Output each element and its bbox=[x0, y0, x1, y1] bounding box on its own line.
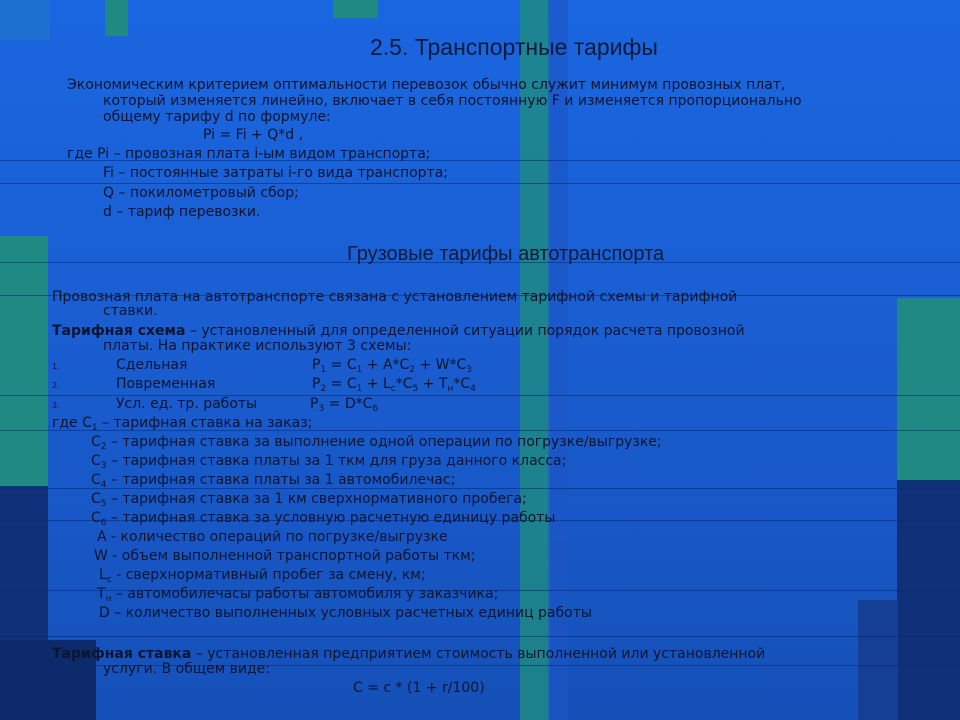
rate-definition bbox=[52, 647, 765, 661]
formula-text: = D*C bbox=[324, 396, 373, 412]
variable-definition bbox=[91, 434, 662, 452]
list-number: 3. bbox=[52, 401, 60, 410]
term-text: – установленный для определенной ситуации порядок расчета провозной bbox=[185, 323, 745, 339]
formula-subscript: 2 bbox=[320, 384, 327, 394]
formula-subscript: 1 bbox=[320, 365, 327, 375]
formula-text: *C bbox=[453, 376, 471, 392]
variable-symbol: C bbox=[91, 453, 101, 469]
variable-symbol: L bbox=[99, 567, 107, 583]
variable-symbol: C bbox=[91, 510, 101, 526]
scheme-name: Сдельная bbox=[116, 357, 188, 373]
formula-text: = C bbox=[326, 357, 357, 373]
variable-symbol: C bbox=[91, 491, 101, 507]
variable-symbol: W bbox=[94, 548, 108, 564]
list-number: 1. bbox=[52, 362, 60, 371]
definition-line: где Pi – провозная плата i-ым видом транспорта; bbox=[67, 146, 431, 162]
variable-description: – тарифная ставка платы за 1 автомобилечас; bbox=[106, 472, 456, 488]
variable-definition bbox=[97, 530, 448, 544]
formula-subscript: 6 bbox=[372, 404, 379, 414]
variable-definition bbox=[97, 586, 499, 604]
formula-text: *C bbox=[395, 376, 413, 392]
variable-symbol: C bbox=[91, 472, 101, 488]
variable-description: – автомобилечасы работы автомобиля у заказчика; bbox=[111, 586, 499, 602]
variable-description: - сверхнормативный пробег за смену, км; bbox=[111, 567, 426, 583]
formula-text: P bbox=[312, 357, 321, 373]
scheme-name: Повременная bbox=[116, 376, 216, 392]
variable-definition bbox=[91, 491, 527, 509]
formula-text: + W*C bbox=[415, 357, 467, 373]
variable-subscript: н bbox=[105, 594, 112, 604]
formula-text: P bbox=[312, 376, 321, 392]
variable-symbol: C bbox=[91, 434, 101, 450]
paragraph-line: Провозная плата на автотранспорте связана с установлением тарифной схемы и тарифной bbox=[52, 289, 738, 305]
formula-subscript: 1 bbox=[356, 384, 363, 394]
paragraph-line: ставки. bbox=[103, 303, 158, 319]
variable-subscript: 3 bbox=[100, 461, 107, 471]
variable-description: - количество операций по погрузке/выгрузке bbox=[106, 529, 448, 545]
rate-line2: услуги. В общем виде: bbox=[103, 661, 270, 677]
variable-definition bbox=[94, 549, 475, 563]
variable-subscript: 1 bbox=[91, 423, 98, 433]
scheme-formula bbox=[312, 376, 476, 394]
variable-subscript: 2 bbox=[100, 442, 107, 452]
formula-subscript: 4 bbox=[470, 384, 476, 394]
intro-line: который изменяется линейно, включает в себя постоянную F и изменяется пропорционально bbox=[103, 93, 802, 109]
variable-definition bbox=[52, 415, 313, 433]
variable-definition bbox=[99, 567, 426, 585]
scheme-formula bbox=[312, 357, 473, 375]
formula-text: + A*C bbox=[362, 357, 410, 373]
formula-subscript: 1 bbox=[356, 365, 363, 375]
list-number: 2. bbox=[52, 381, 60, 390]
formula-subscript: 3 bbox=[466, 365, 473, 375]
schema-definition bbox=[52, 324, 745, 338]
variable-subscript: c bbox=[106, 575, 112, 585]
variable-description: – тарифная ставка за условную расчетную единицу работы bbox=[106, 510, 556, 526]
variable-definition bbox=[91, 510, 556, 528]
formula-subscript: 5 bbox=[412, 384, 419, 394]
schema-line2: платы. На практике используют 3 схемы: bbox=[103, 338, 412, 354]
formula-text: P bbox=[310, 396, 319, 412]
section-subtitle: Грузовые тарифы автотранспорта bbox=[347, 243, 665, 265]
formula: Pi = Fi + Q*d , bbox=[203, 127, 304, 143]
variable-description: – тарифная ставка платы за 1 ткм для груза данного класса; bbox=[106, 453, 567, 469]
variable-description: - объем выполненной транспортной работы ткм; bbox=[107, 548, 476, 564]
variable-subscript: 4 bbox=[100, 480, 107, 490]
variable-definition bbox=[91, 472, 456, 490]
variable-description: – тарифная ставка на заказ; bbox=[97, 415, 313, 431]
variable-definition bbox=[91, 453, 567, 471]
variable-description: – количество выполненных условных расчетных единиц работы bbox=[109, 605, 592, 621]
formula: C = c * (1 + r/100) bbox=[353, 680, 485, 696]
variable-symbol: D bbox=[99, 605, 110, 621]
formula-subscript: 3 bbox=[318, 404, 325, 414]
formula-text: + L bbox=[362, 376, 391, 392]
term-bold: Тарифная ставка bbox=[52, 646, 192, 662]
formula-subscript: 2 bbox=[409, 365, 416, 375]
variable-symbol: A bbox=[97, 529, 107, 545]
variable-symbol: T bbox=[97, 586, 106, 602]
definition-line: Q – покилометровый сбор; bbox=[103, 185, 299, 201]
intro-line: общему тарифу d по формуле: bbox=[103, 109, 331, 125]
formula-subscript: c bbox=[390, 384, 396, 394]
variable-definition bbox=[99, 606, 592, 620]
term-text: – установленная предприятием стоимость выполненной или установленной bbox=[191, 646, 766, 662]
page-title: 2.5. Транспортные тарифы bbox=[370, 34, 658, 60]
intro-line: Экономическим критерием оптимальности перевозок обычно служит минимум провозных плат, bbox=[67, 77, 786, 93]
variable-symbol: где C bbox=[52, 415, 92, 431]
formula-text: = C bbox=[326, 376, 357, 392]
formula-text: + T bbox=[418, 376, 448, 392]
variable-description: – тарифная ставка за выполнение одной операции по погрузке/выгрузке; bbox=[106, 434, 662, 450]
definition-line: Fi – постоянные затраты i-го вида транспорта; bbox=[103, 165, 449, 181]
variable-subscript: 6 bbox=[100, 518, 107, 528]
scheme-name: Усл. ед. тр. работы bbox=[116, 396, 258, 412]
scheme-formula bbox=[310, 396, 379, 414]
definition-line: d – тариф перевозки. bbox=[103, 204, 261, 220]
variable-subscript: 5 bbox=[100, 499, 107, 509]
term-bold: Тарифная схема bbox=[52, 323, 186, 339]
variable-description: – тарифная ставка за 1 км сверхнормативного пробега; bbox=[106, 491, 527, 507]
formula-subscript: н bbox=[447, 384, 454, 394]
